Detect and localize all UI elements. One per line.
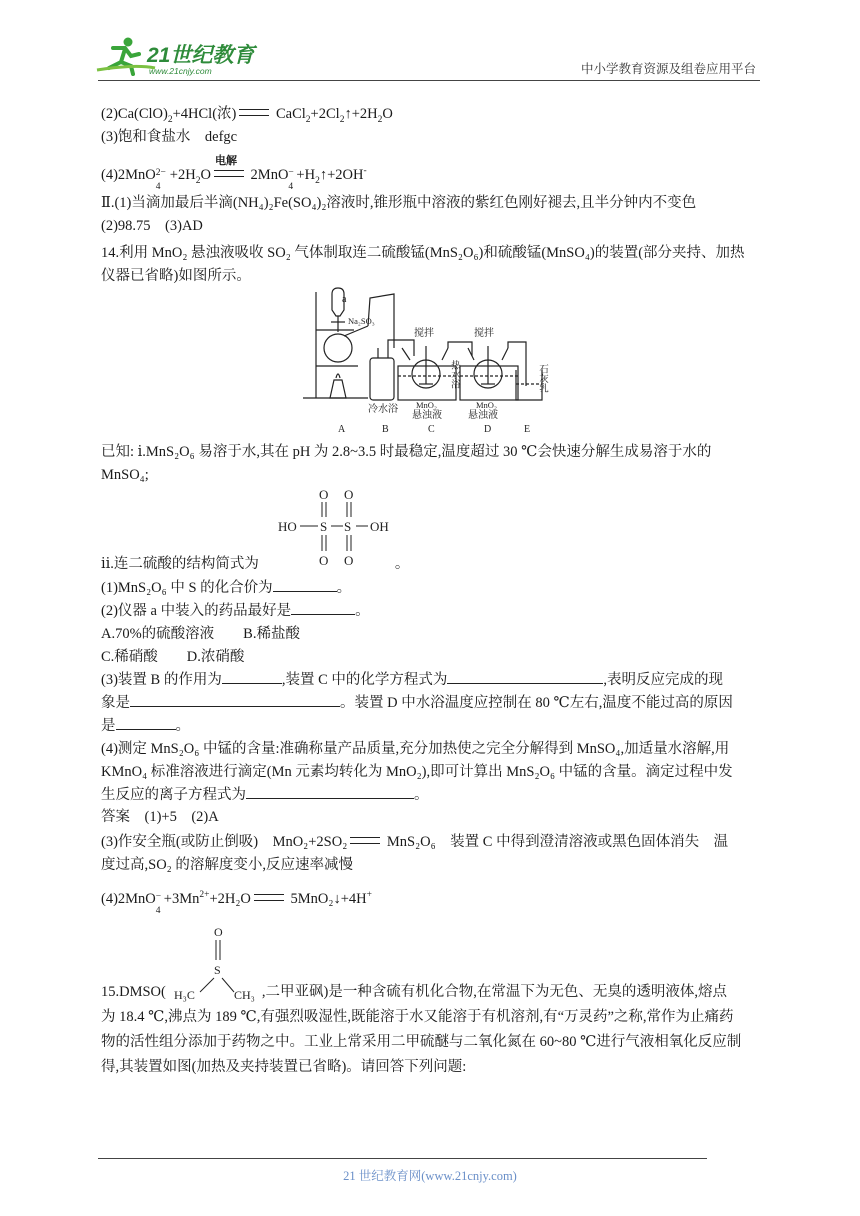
svg-text:O: O [344, 487, 354, 502]
known-i-line-1: 已知: ⅰ.MnS₂O₆ 易溶于水,其在 pH 为 2.8~3.5 时最稳定,温度超过 30 ℃会快速分解生成易溶于水的 [101, 444, 712, 460]
svg-text:A: A [338, 424, 346, 435]
question-15-line-2: 为 18.4 ℃,沸点为 189 ℃,有强烈吸湿性,既能溶于水又能溶于有机溶剂,有“万灵药”之称,常作为止痛药 [101, 1009, 734, 1025]
answer-14-1-2: 答案 (1)+5 (2)A [101, 809, 219, 825]
question-14-3-line-3: 是 。 [101, 715, 190, 737]
answer-blank[interactable] [222, 669, 282, 684]
answer-14-3-line-2: 度过高,SO₂ 的溶解度变小,反应速率减慢 [101, 857, 353, 873]
question-15-line-1: 15.DMSO( ,二甲亚砜)是一种含硫有机化合物,在常温下为无色、无臭的透明液体,熔点 [101, 984, 728, 1000]
site-logo[interactable] [95, 34, 265, 80]
known-i-line-2: MnSO₄; [101, 467, 149, 483]
svg-text:OH: OH [370, 519, 389, 534]
svg-text:热水浴: 热水浴 [449, 360, 459, 389]
answer-blank[interactable] [116, 715, 176, 730]
svg-text:HO: HO [278, 519, 297, 534]
svg-text:O: O [319, 487, 329, 502]
svg-text:搅拌: 搅拌 [414, 328, 434, 339]
svg-text:O: O [214, 925, 223, 939]
answer-line-3: (3)饱和食盐水 defgc [101, 129, 238, 145]
question-14-stem-2: 仪器已省略)如图所示。 [101, 268, 251, 284]
question-14-4-line-2: KMnO₄ 标准溶液进行滴定(Mn 元素均转化为 MnO₂),即可计算出 MnS₂O₆ 中锰的含量。滴定过程中发 [101, 764, 733, 780]
svg-text:悬浊液: 悬浊液 [412, 410, 442, 421]
answer-blank[interactable] [246, 784, 414, 799]
platform-title: 中小学教育资源及组卷应用平台 [580, 62, 756, 76]
question-14-2: (2)仪器 a 中装入的药品最好是 。 [101, 600, 370, 622]
footer-divider [98, 1158, 707, 1159]
answer-blank[interactable] [273, 577, 337, 592]
apparatus-figure [298, 286, 588, 436]
answer-blank[interactable] [130, 692, 340, 707]
answer-blank[interactable] [447, 669, 603, 684]
svg-text:悬浊液: 悬浊液 [468, 410, 498, 421]
answer-line-equation-1: $(2)Ca(ClO)_2+4HCl$(浓) $CaCl_2+2Cl_2↑+2H_2O$ [101, 106, 393, 125]
footer-link[interactable]: 21 世纪教育网(www.21cnjy.com) [343, 1169, 517, 1183]
svg-text:MnO₂: MnO₂ [416, 400, 437, 410]
question-15-line-4: 得,其装置如图(加热及夹持装置已省略)。请回答下列问题: [101, 1059, 467, 1075]
svg-text:S: S [320, 519, 328, 534]
runner-logo-icon [95, 34, 265, 80]
answer-14-3-line-1: (3)作安全瓶(或防止倒吸) MnO₂+2SO₂ MnS₂O₆ 装置 C 中得到澄清溶液或黑色固体消失 温 [101, 834, 729, 850]
svg-text:21世纪教育: 21世纪教育 [147, 44, 255, 67]
question-14-3-line-1: (3)装置 B 的作用为 ,装置 C 中的化学方程式为 ,表明反应完成的现 [101, 669, 723, 691]
question-14-1: (1)MnS₂O₆ 中 S 的化合价为 。 [101, 577, 351, 599]
header-divider [98, 80, 760, 81]
svg-text:C: C [428, 424, 435, 435]
answer-line-equation-4: (4)2MnO 2− 4 $+2H_2O$ 2MnO − 4 $+H_2↑+2OH^-$ [101, 166, 367, 192]
svg-text:D: D [484, 424, 492, 435]
question-15-line-3: 物的活性组分添加于药物之中。工业上常采用二甲硫醚与二氧化氮在 60~80 ℃进行气液相氧化反应制 [101, 1034, 742, 1050]
option-line-CD: C.稀硝酸 D.浓硝酸 [101, 649, 245, 665]
svg-text:O: O [344, 553, 354, 567]
svg-text:E: E [524, 424, 531, 435]
svg-text:CH₃: CH₃ [234, 988, 255, 1002]
svg-text:搅拌: 搅拌 [474, 328, 494, 339]
answer-blank[interactable] [291, 600, 355, 615]
svg-text:MnO₂: MnO₂ [476, 400, 497, 410]
svg-text:H₃C: H₃C [174, 988, 195, 1002]
option-line-AB: A.70%的硫酸溶液 B.稀盐酸 [101, 626, 300, 642]
svg-text:石灰乳: 石灰乳 [537, 364, 547, 393]
known-ii-line: ⅱ.连二硫酸的结构简式为 。 [101, 556, 410, 572]
question-14-3-line-2: 象是 。装置 D 中水浴温度应控制在 80 ℃左右,温度不能过高的原因 [101, 692, 733, 714]
svg-text:www.21cnjy.com: www.21cnjy.com [149, 66, 212, 76]
question-14-4-line-1: (4)测定 MnS₂O₆ 中锰的含量:准确称量产品质量,充分加热使之完全分解得到 MnSO₄,加适量水溶解,用 [101, 741, 730, 757]
electrolysis-condition: 电解 [215, 155, 237, 167]
svg-text:a: a [342, 294, 347, 305]
question-14-4-line-3: 生反应的离子方程式为 。 [101, 784, 429, 806]
svg-text:Na₂SO₃: Na₂SO₃ [348, 316, 375, 326]
svg-text:S: S [214, 963, 221, 977]
answer-14-4: (4)2MnO − 4 $+3Mn^{2+}+2H_2O$ 5MnO₂↓+4H+ [101, 890, 372, 916]
answer-line-II-1: Ⅱ.(1)当滴加最后半滴(NH₄)₂Fe(SO₄)₂溶液时,锥形瓶中溶液的紫红色刚好褪去,且半分钟内不变色 [101, 195, 697, 211]
svg-text:S: S [344, 519, 352, 534]
svg-text:冷水浴: 冷水浴 [368, 404, 398, 415]
svg-text:O: O [319, 553, 329, 567]
question-14-stem: 14.利用 MnO₂ 悬浊液吸收 SO₂ 气体制取连二硫酸锰(MnS₂O₆)和硫酸锰(MnSO₄)的装置(部分夹持、加热 [101, 245, 745, 261]
answer-line-II-2: (2)98.75 (3)AD [101, 218, 203, 234]
svg-text:B: B [382, 424, 389, 435]
